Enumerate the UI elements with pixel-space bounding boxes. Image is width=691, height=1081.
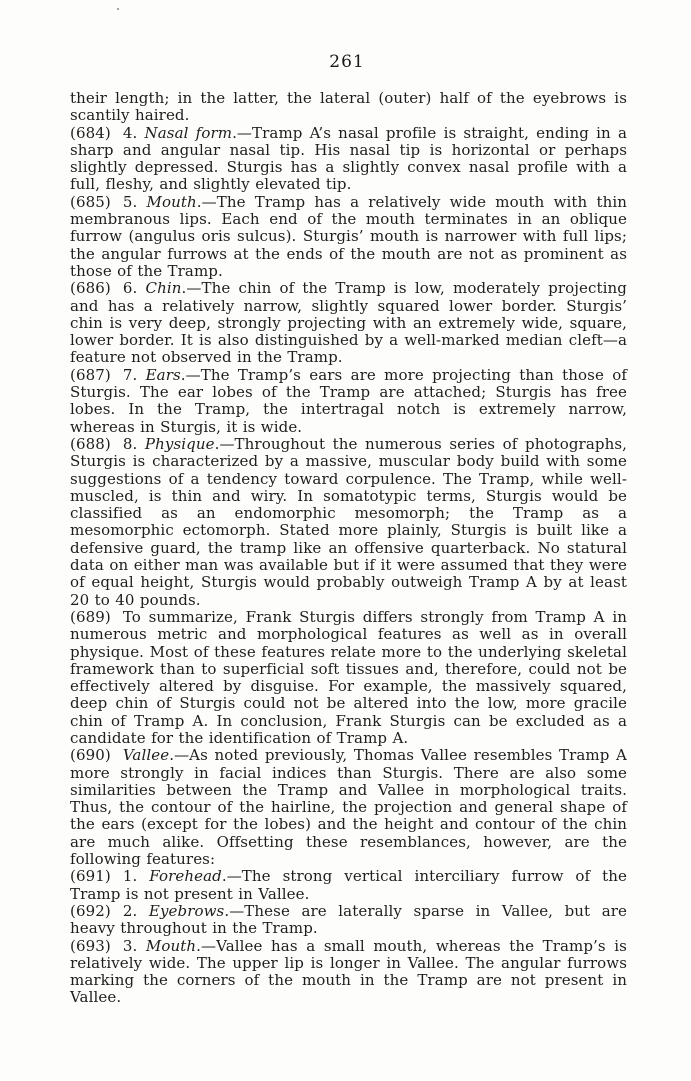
paragraph-text: To summarize, Frank Sturgis differs strongly from Tramp A in numerous metric and morphological features as well as in overall physique. Most of these features relate more to the underlying skeletal framework than to superficial soft tissues and, therefore, could not be effectively altered by disguise. For example, the massively squared, deep chin of Sturgis could not be altered into the low, more gracile chin of Tramp A. In conclusion, Frank Sturgis can be excluded as a candidate for the identification of Tramp A. bbox=[70, 607, 627, 747]
scan-speck-artifact bbox=[117, 8, 119, 10]
paragraph bbox=[70, 194, 627, 280]
paragraph-number: (690) bbox=[70, 746, 111, 765]
paragraph-topic-label: Ears bbox=[145, 365, 181, 384]
paragraph-text: 1. bbox=[122, 867, 150, 886]
paragraph-topic-label: Physique bbox=[144, 434, 215, 453]
paragraph-topic-label: Mouth bbox=[145, 936, 197, 955]
paragraph bbox=[70, 280, 627, 366]
paragraph bbox=[70, 436, 627, 609]
paragraph-number: (689) bbox=[70, 607, 111, 626]
paragraph-text: 2. bbox=[122, 901, 149, 920]
paragraph-text: 6. bbox=[122, 279, 146, 298]
paragraph-topic-label: Chin bbox=[145, 279, 182, 298]
paragraph-text: .—Throughout the numerous series of photographs, Sturgis is characterized by a massive, muscular body build with some suggestions of a tendency toward corpulence. The Tramp, while well-muscled, is thin and wiry. In somatotypic terms, Sturgis would be classified as an endomorphic mesomorph; the Tramp as a mesomorphic ectomorph. Stated more plainly, Sturgis is built like a defensive guard, the tramp like an offensive quarterback. No statural data on either man was available but if it were assumed that they were of equal height, Sturgis would probably outweigh Tramp A by at least 20 to 40 pounds. bbox=[70, 434, 627, 609]
paragraph-text: 8. bbox=[122, 434, 145, 453]
paragraph-number: (686) bbox=[70, 279, 111, 298]
paragraph-text: 5. bbox=[122, 192, 147, 211]
paragraph-topic-label: Mouth bbox=[146, 192, 197, 211]
paragraph-text: .—Tramp A’s nasal profile is straight, ending in a sharp and angular nasal tip. His nasal tip is horizontal or perhaps slightly depressed. Sturgis has a slightly convex nasal profile with a full, fleshy, and slightly elevated tip. bbox=[70, 123, 627, 194]
paragraph-text: .—As noted previously, Thomas Vallee resembles Tramp A more strongly in facial indices than Sturgis. There are also some similarities between the Tramp and Vallee in morphological traits. Thus, the contour of the hairline, the projection and general shape of the ears (except for the lobes) and the height and contour of the chin are much alike. Offsetting these resemblances, however, are the following features: bbox=[70, 746, 627, 869]
paragraph bbox=[70, 367, 627, 436]
paragraph bbox=[70, 868, 627, 903]
paragraph-topic-label: Nasal form bbox=[144, 123, 233, 142]
paragraph bbox=[70, 903, 627, 938]
paragraph-text: 7. bbox=[122, 365, 146, 384]
paragraph-text: .—The Tramp’s ears are more projecting than those of Sturgis. The ear lobes of the Tramp are attached; Sturgis has free lobes. In the Tramp, the intertragal notch is extremely narrow, whereas in Sturgis, it is wide. bbox=[70, 365, 627, 436]
paragraph-text: .—The chin of the Tramp is low, moderately projecting and has a relatively narrow, slightly squared lower border. Sturgis’ chin is very deep, strongly projecting with an extremely wide, square, lower border. It is also distinguished by a well-marked median cleft—a feature not observed in the Tramp. bbox=[70, 279, 627, 367]
paragraph-text: .—These are laterally sparse in Vallee, but are heavy throughout in the Tramp. bbox=[70, 901, 627, 938]
paragraph-topic-label: Forehead bbox=[149, 867, 222, 886]
paragraph-text: 4. bbox=[122, 123, 145, 142]
paragraph-text: their length; in the latter, the lateral (outer) half of the eyebrows is scantily haired. bbox=[70, 89, 627, 125]
paragraph-number: (692) bbox=[70, 901, 111, 920]
paragraph-topic-label: Eyebrows bbox=[148, 901, 225, 920]
page-number: 261 bbox=[329, 52, 365, 72]
paragraph-text: 3. bbox=[122, 936, 146, 955]
paragraph-number: (688) bbox=[70, 434, 111, 453]
paragraph-number: (685) bbox=[70, 192, 111, 211]
paragraph-number: (693) bbox=[70, 936, 111, 955]
paragraph-text: .—The Tramp has a relatively wide mouth with thin membranous lips. Each end of the mouth terminates in an oblique furrow (angulus oris sulcus). Sturgis’ mouth is narrower with full lips; the angular furrows at the ends of the mouth are not as prominent as those of the Tramp. bbox=[70, 192, 627, 280]
paragraph-text: .—Vallee has a small mouth, whereas the Tramp’s is relatively wide. The upper lip is longer in Vallee. The angular furrows marking the corners of the mouth in the Tramp are not present in Vallee. bbox=[70, 936, 627, 1007]
paragraph bbox=[70, 938, 627, 1007]
paragraph bbox=[70, 747, 627, 868]
paragraph-number: (684) bbox=[70, 123, 111, 142]
paragraph bbox=[70, 609, 627, 747]
paragraph-topic-label: Vallee bbox=[122, 746, 170, 765]
paragraph-number: (691) bbox=[70, 867, 111, 886]
paragraph bbox=[70, 90, 627, 125]
paragraph-number: (687) bbox=[70, 365, 111, 384]
page-body bbox=[70, 90, 627, 1007]
paragraph bbox=[70, 125, 627, 194]
paragraph-text: .—The strong vertical interciliary furrow of the Tramp is not present in Vallee. bbox=[70, 867, 627, 903]
